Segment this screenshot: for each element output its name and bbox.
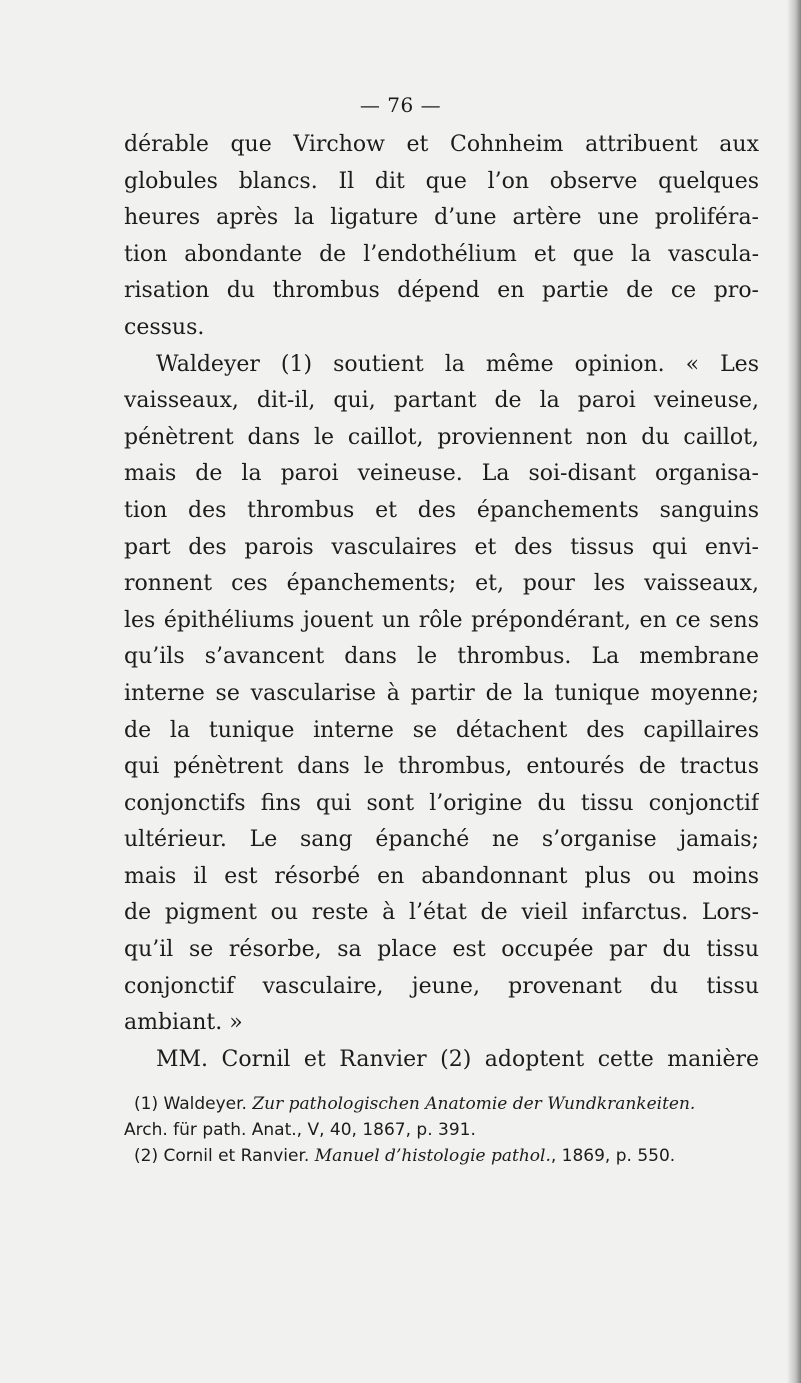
text-line: tion abondante de l’endothélium et que la vascula-	[124, 241, 759, 267]
footnotes	[124, 1091, 759, 1169]
text-line: MM. Cornil et Ranvier (2) adoptent cette manière	[156, 1046, 759, 1072]
page-number: — 76 —	[359, 93, 442, 117]
text-line: pénètrent dans le caillot, proviennent non du caillot,	[124, 424, 759, 450]
footnote-1-title: Zur pathologischen Anatomie der Wundkrankeiten.	[252, 1094, 696, 1114]
text-line: qu’ils s’avancent dans le thrombus. La membrane	[124, 644, 759, 670]
footnote-2-suffix: , 1869, p. 550.	[550, 1146, 676, 1166]
text-line: qui pénètrent dans le thrombus, entourés de tractus	[124, 754, 759, 780]
text-line: de pigment ou reste à l’état de vieil infarctus. Lors-	[124, 900, 759, 926]
text-line: ambiant. »	[124, 1010, 243, 1036]
text-line: mais il est résorbé en abandonnant plus ou moins	[124, 863, 759, 889]
footnote-2-title: Manuel d’histologie pathol.	[314, 1146, 551, 1166]
text-line: les épithéliums jouent un rôle prépondérant, en ce sens	[124, 607, 759, 633]
text-line: interne se vascularise à partir de la tunique moyenne;	[124, 680, 759, 706]
page-edge-shadow	[787, 0, 801, 1383]
text-line: part des parois vasculaires et des tissus qui envi-	[124, 534, 759, 560]
text-line: heures après la ligature d’une artère une proliféra-	[124, 205, 759, 231]
text-line: conjonctif vasculaire, jeune, provenant du tissu	[124, 973, 759, 999]
text-line: conjonctifs fins qui sont l’origine du tissu conjonctif	[124, 790, 759, 816]
text-line: globules blancs. Il dit que l’on observe quelques	[124, 168, 759, 194]
footnote-2	[124, 1143, 759, 1169]
text-line: Waldeyer (1) soutient la même opinion. « Les	[156, 351, 759, 377]
text-line: de la tunique interne se détachent des capillaires	[124, 717, 759, 743]
text-line: risation du thrombus dépend en partie de ce pro-	[124, 278, 759, 304]
footnote-2-prefix: (2) Cornil et Ranvier.	[134, 1146, 315, 1166]
text-line: vaisseaux, dit-il, qui, partant de la paroi veineuse,	[124, 388, 759, 414]
text-line: dérable que Virchow et Cohnheim attribuent aux	[124, 132, 759, 157]
text-line: ultérieur. Le sang épanché ne s’organise jamais;	[124, 827, 759, 853]
text-line: cessus.	[124, 314, 205, 340]
text-line: mais de la paroi veineuse. La soi-disant organisa-	[124, 461, 759, 487]
body-text	[124, 127, 759, 1078]
footnote-1-continuation: Arch. für path. Anat., V, 40, 1867, p. 391.	[124, 1120, 476, 1140]
text-line: tion des thrombus et des épanchements sanguins	[124, 497, 759, 523]
text-line: qu’il se résorbe, sa place est occupée par du tissu	[124, 937, 759, 963]
footnote-1	[124, 1091, 759, 1117]
footnote-1-prefix: (1) Waldeyer.	[134, 1094, 253, 1114]
text-line: ronnent ces épanchements; et, pour les vaisseaux,	[124, 571, 759, 597]
